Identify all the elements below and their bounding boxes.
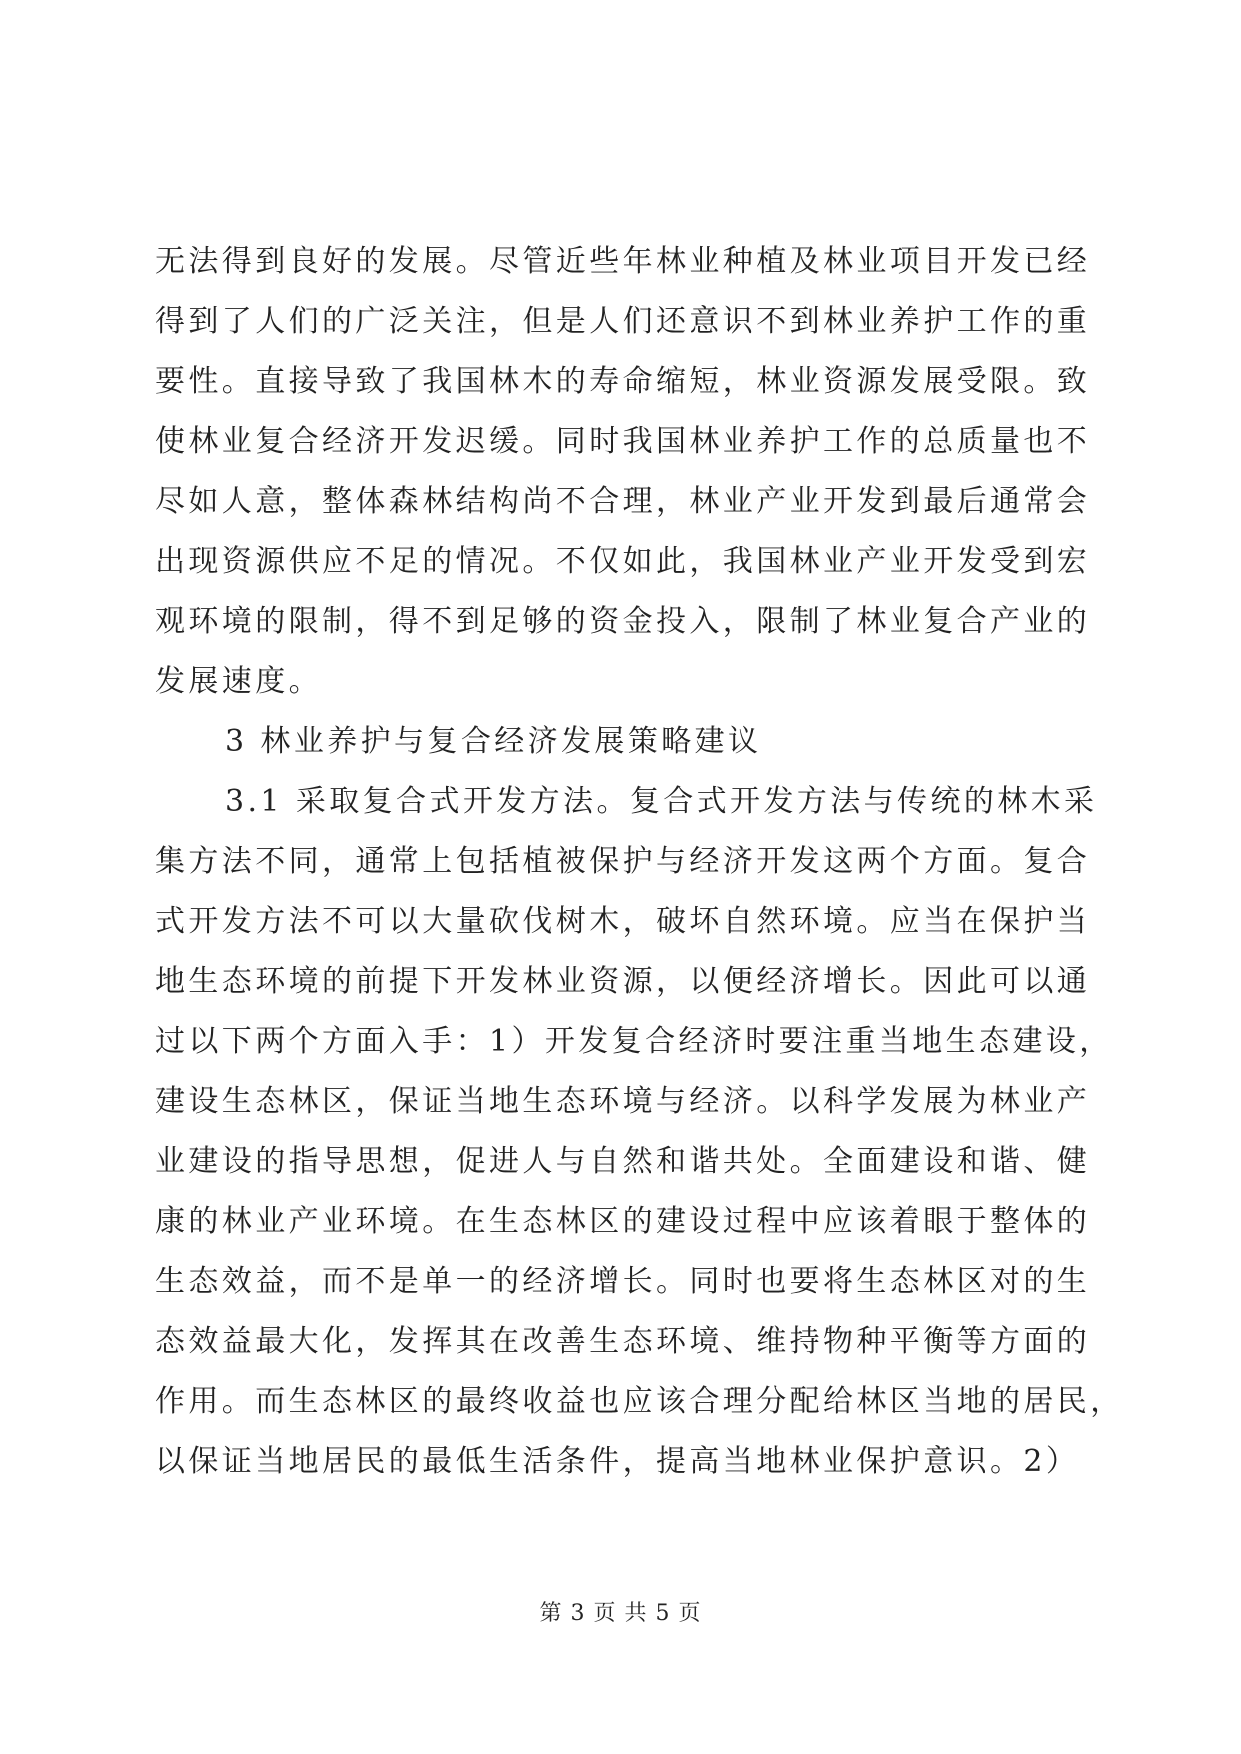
text-line: 尽如人意，整体森林结构尚不合理，林业产业开发到最后通常会 xyxy=(155,484,1091,519)
text-line: 观环境的限制，得不到足够的资金投入，限制了林业复合产业的 xyxy=(155,604,1091,639)
text-line: 作用。而生态林区的最终收益也应该合理分配给林区当地的居民， xyxy=(155,1384,1124,1419)
text-line: 生态效益，而不是单一的经济增长。同时也要将生态林区对的生 xyxy=(155,1264,1091,1299)
text-line: 业建设的指导思想，促进人与自然和谐共处。全面建设和谐、健 xyxy=(155,1144,1091,1179)
text-line: 康的林业产业环境。在生态林区的建设过程中应该着眼于整体的 xyxy=(155,1204,1091,1239)
text-line: 无法得到良好的发展。尽管近些年林业种植及林业项目开发已经 xyxy=(155,244,1091,279)
body-text xyxy=(155,232,1124,1492)
subsection-first-line: 3.1 采取复合式开发方法。复合式开发方法与传统的林木采 xyxy=(225,784,1098,819)
text-line: 建设生态林区，保证当地生态环境与经济。以科学发展为林业产 xyxy=(155,1084,1091,1119)
text-line: 地生态环境的前提下开发林业资源，以便经济增长。因此可以通 xyxy=(155,964,1091,999)
text-line: 过以下两个方面入手：1）开发复合经济时要注重当地生态建设， xyxy=(155,1024,1113,1059)
text-line: 得到了人们的广泛关注，但是人们还意识不到林业养护工作的重 xyxy=(155,304,1091,339)
text-line: 要性。直接导致了我国林木的寿命缩短，林业资源发展受限。致 xyxy=(155,364,1091,399)
text-line: 式开发方法不可以大量砍伐树木，破坏自然环境。应当在保护当 xyxy=(155,904,1091,939)
section-heading: 3 林业养护与复合经济发展策略建议 xyxy=(225,724,762,759)
page-number-footer: 第 3 页 共 5 页 xyxy=(539,1601,702,1626)
text-line: 以保证当地居民的最低生活条件，提高当地林业保护意识。2） xyxy=(155,1444,1080,1479)
text-line: 出现资源供应不足的情况。不仅如此，我国林业产业开发受到宏 xyxy=(155,544,1091,579)
text-line: 集方法不同，通常上包括植被保护与经济开发这两个方面。复合 xyxy=(155,844,1091,879)
text-line: 发展速度。 xyxy=(155,664,322,699)
text-line: 使林业复合经济开发迟缓。同时我国林业养护工作的总质量也不 xyxy=(155,424,1091,459)
text-line: 态效益最大化，发挥其在改善生态环境、维持物种平衡等方面的 xyxy=(155,1324,1091,1359)
